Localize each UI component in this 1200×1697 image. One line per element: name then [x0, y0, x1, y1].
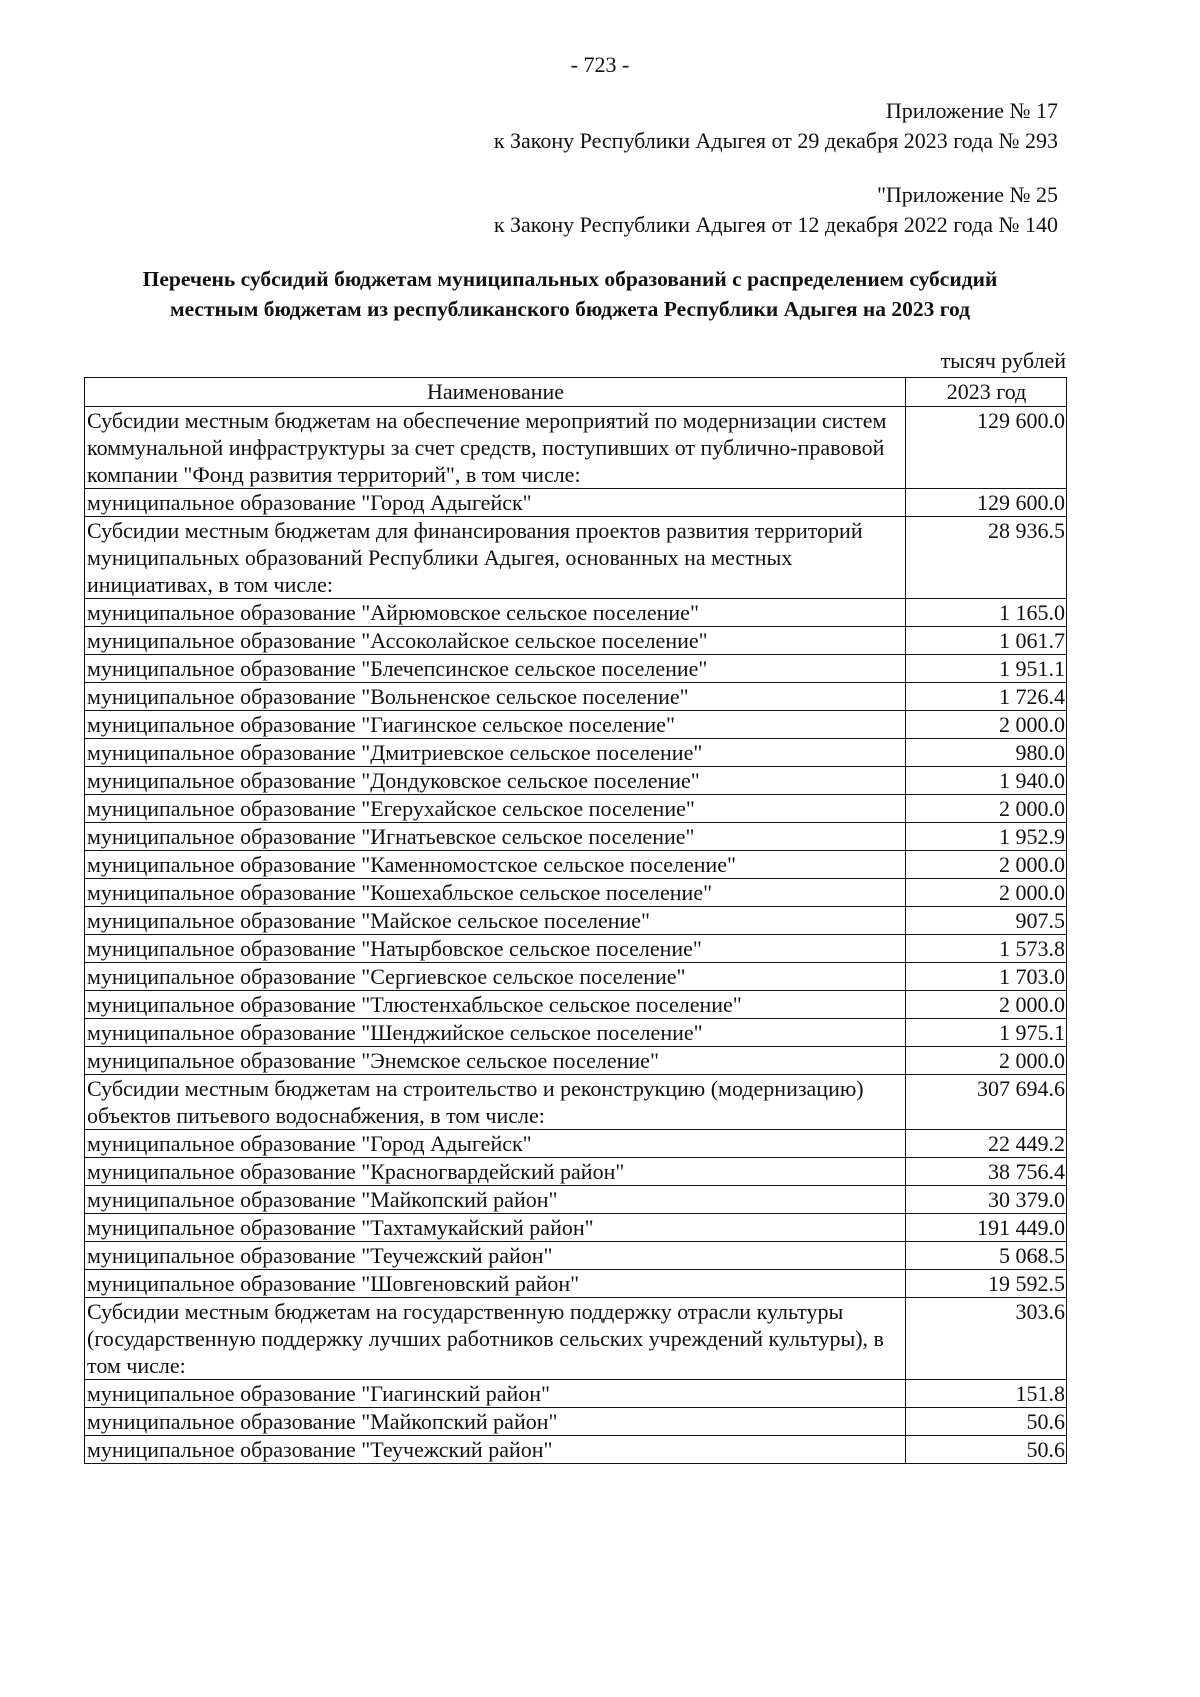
table-row: [85, 1047, 1067, 1075]
table-header-row: [85, 378, 1067, 407]
row-value-cell: 2 000.0: [906, 991, 1067, 1019]
document-title-line-2: местным бюджетам из республиканского бюджета Республики Адыгея на 2023 год: [169, 297, 971, 321]
table-row: [85, 683, 1067, 711]
row-name-cell: муниципальное образование "Егерухайское сельское поселение": [85, 795, 906, 823]
annex-current-law: к Закону Республики Адыгея от 29 декабря 2023 года № 293: [493, 128, 1058, 153]
row-value-cell: 980.0: [906, 739, 1067, 767]
row-name-cell: муниципальное образование "Красногвардейский район": [85, 1158, 906, 1186]
row-name-cell: муниципальное образование "Ассоколайское сельское поселение": [85, 627, 906, 655]
row-value-cell: 19 592.5: [906, 1270, 1067, 1298]
header-year: 2023 год: [906, 378, 1067, 407]
row-value-cell: 1 703.0: [906, 963, 1067, 991]
table-row: [85, 1186, 1067, 1214]
row-value-cell: 30 379.0: [906, 1186, 1067, 1214]
row-value-cell: 2 000.0: [906, 879, 1067, 907]
table-row: [85, 655, 1067, 683]
row-value-cell: 151.8: [906, 1380, 1067, 1408]
row-value-cell: 2 000.0: [906, 1047, 1067, 1075]
table-row: [85, 489, 1067, 517]
row-value-cell: 191 449.0: [906, 1214, 1067, 1242]
row-name-cell: муниципальное образование "Город Адыгейск": [85, 1130, 906, 1158]
row-name-cell: муниципальное образование "Дмитриевское сельское поселение": [85, 739, 906, 767]
row-value-cell: 1 975.1: [906, 1019, 1067, 1047]
row-value-cell: 129 600.0: [906, 407, 1067, 489]
row-name-cell: муниципальное образование "Тахтамукайский район": [85, 1214, 906, 1242]
table-row: [85, 711, 1067, 739]
row-name-cell: Субсидии местным бюджетам на государственную поддержку отрасли культуры (государственную поддержку лучших работников сельских учреждений культуры), в том числе:: [85, 1298, 906, 1380]
row-name-cell: муниципальное образование "Гиагинский район": [85, 1380, 906, 1408]
row-value-cell: 1 951.1: [906, 655, 1067, 683]
row-name-cell: муниципальное образование "Город Адыгейск": [85, 489, 906, 517]
table-row: [85, 991, 1067, 1019]
table-row: [85, 407, 1067, 489]
table-row: [85, 1130, 1067, 1158]
row-value-cell: 1 061.7: [906, 627, 1067, 655]
header-name: Наименование: [85, 378, 906, 407]
table-row: [85, 1380, 1067, 1408]
row-name-cell: муниципальное образование "Игнатьевское сельское поселение": [85, 823, 906, 851]
row-value-cell: 1 573.8: [906, 935, 1067, 963]
row-value-cell: 1 165.0: [906, 599, 1067, 627]
subsidies-table: [84, 377, 1067, 1464]
row-name-cell: муниципальное образование "Вольненское сельское поселение": [85, 683, 906, 711]
row-value-cell: 129 600.0: [906, 489, 1067, 517]
table-row: [85, 1158, 1067, 1186]
table-row: [85, 1075, 1067, 1130]
table-row: [85, 1242, 1067, 1270]
table-row: [85, 599, 1067, 627]
row-value-cell: 2 000.0: [906, 851, 1067, 879]
row-name-cell: муниципальное образование "Майкопский район": [85, 1408, 906, 1436]
row-value-cell: 2 000.0: [906, 795, 1067, 823]
row-name-cell: Субсидии местным бюджетам на строительство и реконструкцию (модернизацию) объектов питьевого водоснабжения, в том числе:: [85, 1075, 906, 1130]
table-row: [85, 1436, 1067, 1464]
table-row: [85, 963, 1067, 991]
table-row: [85, 795, 1067, 823]
row-name-cell: муниципальное образование "Майское сельское поселение": [85, 907, 906, 935]
table-row: [85, 879, 1067, 907]
row-name-cell: Субсидии местным бюджетам на обеспечение мероприятий по модернизации систем коммунальной инфраструктуры за счет средств, поступивших от публично-правовой компании "Фонд развития территорий", в том числе:: [85, 407, 906, 489]
row-value-cell: 1 940.0: [906, 767, 1067, 795]
table-row: [85, 1019, 1067, 1047]
table-row: [85, 1214, 1067, 1242]
row-name-cell: муниципальное образование "Майкопский район": [85, 1186, 906, 1214]
row-name-cell: муниципальное образование "Кошехабльское сельское поселение": [85, 879, 906, 907]
row-name-cell: муниципальное образование "Шенджийское сельское поселение": [85, 1019, 906, 1047]
annex-original-number: "Приложение № 25: [876, 182, 1058, 207]
row-name-cell: муниципальное образование "Тлюстенхабльское сельское поселение": [85, 991, 906, 1019]
document-title-line-1: Перечень субсидий бюджетам муниципальных образований с распределением субсидий: [142, 267, 998, 291]
table-row: [85, 851, 1067, 879]
row-value-cell: 2 000.0: [906, 711, 1067, 739]
row-value-cell: 50.6: [906, 1436, 1067, 1464]
table-row: [85, 1298, 1067, 1380]
row-name-cell: муниципальное образование "Каменномостское сельское поселение": [85, 851, 906, 879]
table-row: [85, 823, 1067, 851]
table-row: [85, 739, 1067, 767]
page-number: - 723 -: [570, 52, 630, 77]
row-value-cell: 50.6: [906, 1408, 1067, 1436]
row-name-cell: муниципальное образование "Гиагинское сельское поселение": [85, 711, 906, 739]
row-name-cell: Субсидии местным бюджетам для финансирования проектов развития территорий муниципальных образований Республики Адыгея, основанных на местных инициативах, в том числе:: [85, 517, 906, 599]
row-value-cell: 1 726.4: [906, 683, 1067, 711]
table-row: [85, 907, 1067, 935]
row-value-cell: 303.6: [906, 1298, 1067, 1380]
row-name-cell: муниципальное образование "Сергиевское сельское поселение": [85, 963, 906, 991]
row-value-cell: 907.5: [906, 907, 1067, 935]
row-value-cell: 1 952.9: [906, 823, 1067, 851]
row-name-cell: муниципальное образование "Энемское сельское поселение": [85, 1047, 906, 1075]
table-row: [85, 1408, 1067, 1436]
annex-current-number: Приложение № 17: [885, 98, 1058, 123]
units-label: тысяч рублей: [940, 348, 1066, 373]
row-name-cell: муниципальное образование "Натырбовское сельское поселение": [85, 935, 906, 963]
annex-reference-current: [494, 96, 1058, 156]
table-row: [85, 1270, 1067, 1298]
row-name-cell: муниципальное образование "Айрюмовское сельское поселение": [85, 599, 906, 627]
row-value-cell: 5 068.5: [906, 1242, 1067, 1270]
row-name-cell: муниципальное образование "Дондуковское сельское поселение": [85, 767, 906, 795]
row-value-cell: 307 694.6: [906, 1075, 1067, 1130]
row-name-cell: муниципальное образование "Теучежский район": [85, 1436, 906, 1464]
row-value-cell: 38 756.4: [906, 1158, 1067, 1186]
row-name-cell: муниципальное образование "Блечепсинское сельское поселение": [85, 655, 906, 683]
row-value-cell: 22 449.2: [906, 1130, 1067, 1158]
table-body: [85, 407, 1067, 1464]
table-row: [85, 517, 1067, 599]
row-name-cell: муниципальное образование "Шовгеновский район": [85, 1270, 906, 1298]
table-row: [85, 935, 1067, 963]
annex-reference-original: [494, 180, 1058, 240]
table-row: [85, 767, 1067, 795]
table-row: [85, 627, 1067, 655]
row-name-cell: муниципальное образование "Теучежский район": [85, 1242, 906, 1270]
annex-original-law: к Закону Республики Адыгея от 12 декабря 2022 года № 140: [493, 212, 1058, 237]
document-title: [80, 264, 1060, 324]
row-value-cell: 28 936.5: [906, 517, 1067, 599]
